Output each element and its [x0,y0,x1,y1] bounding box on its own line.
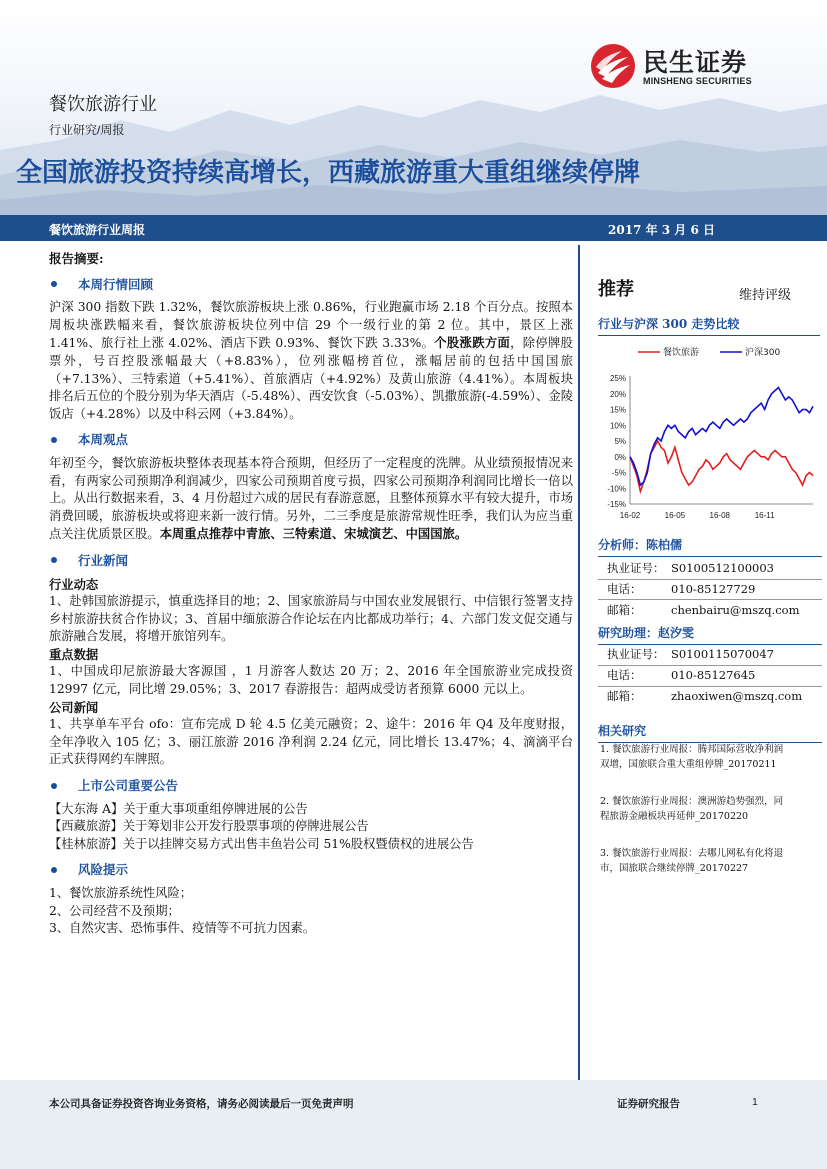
bullet-icon [51,557,57,563]
analyst-heading: 分析师：陈柏儒 [598,536,822,557]
list-item: 【桂林旅游】关于以挂牌交易方式出售丰鱼岩公司 51%股权暨债权的进展公告 [49,836,474,851]
sidebar [598,275,820,336]
assistant-email: 邮箱： zhaoxiwen@mszq.com [607,689,803,703]
related-item: 3. 餐饮旅游行业周报：去哪儿网私有化将退市，国旅联合继续停牌_20170227 [600,848,784,874]
main-column [49,250,573,938]
industry-name: 餐饮旅游行业 [49,94,157,114]
related-heading: 相关研究 [598,722,822,743]
rating: 维持评级 [739,287,792,302]
column-divider [578,245,580,1080]
list-item: 3、自然灾害、恐怖事件、疫情等不可抗力因素。 [49,921,316,936]
y-tick-label: 0% [614,452,626,462]
y-tick-label: 10% [609,421,626,431]
report-type: 行业研究/周报 [49,123,125,137]
minsheng-logo-icon [590,43,636,89]
list-item: 2、公司经营不及预期； [49,903,180,918]
trend-chart [598,338,823,528]
subheading: 公司新闻 [49,699,99,715]
y-tick-label: -15% [607,500,626,509]
x-tick-label: 16-05 [664,511,686,520]
paragraph: 1、中国成印尼旅游最大客源国 ，1 月游客人数达 20 万；2、2016 年全国旅游业完成投资 12997 亿元，同比增 29.05%；3、2017 春游报告：超两成受访者预算 6000 元以上。 [49,664,573,697]
analyst-email: 邮箱： chenbairu@mszq.com [607,603,800,617]
paragraph: 年初至今，餐饮旅游板块整体表现基本符合预期，但经历了一定程度的洗牌。从业绩预报情况来看，有两家公司预期净利润减少，四家公司预期首度亏损，四家公司预期净利润同比增长一倍以上。从出行数据来看，3、4 月份超过六成的居民有春游意愿，且整体预算水平有较大提升，市场消费回暖，旅游板块或将迎来新一波行情。另外，二三季度是旅游常规性旺季，我们认为应当重点关注优质景区股。本周重点推荐中青旅、三特索道、宋城演艺、中国国旅。 [49,455,573,542]
subheading: 重点数据 [49,646,99,662]
report-category: 证券研究报告 [617,1098,680,1110]
divider [598,579,822,580]
report-date: 2017 年 3 月 6 日 [608,223,715,237]
series-line [630,388,813,486]
logo-text-en: MINSHENG SECURITIES [643,76,752,86]
related-item: 2. 餐饮旅游行业周报：澳洲游趋势强烈，同程旅游金融板块再延伸_20170220 [600,796,784,822]
divider [598,599,822,600]
page-number: 1 [752,1096,758,1108]
bullet-icon [51,437,57,443]
abstract-label: 报告摘要: [49,251,104,266]
y-tick-label: -10% [607,484,626,494]
bullet-icon [51,783,57,789]
y-tick-label: 15% [609,405,626,415]
list-item: 【大东海 A】关于重大事项重组停牌进展的公告 [49,801,308,816]
paragraph: 1、赴韩国旅游提示，慎重选择目的地；2、国家旅游局与中国农业发展银行、中信银行签署支持乡村旅游扶贫合作协议；3、首届中缅旅游合作论坛在内比都成功举行；4、六部门发文促交通与旅游融合发展，将增开旅馆列车。 [49,594,573,644]
x-tick-label: 16-11 [754,511,775,520]
divider [598,665,822,666]
y-tick-label: 25% [609,374,626,383]
footer [0,1080,827,1169]
section-heading: 本周观点 [49,431,573,449]
bullet-icon [51,867,57,873]
assistant-heading: 研究助理：赵汐雯 [598,624,822,645]
y-tick-label: -5% [611,468,626,478]
analyst-cert: 执业证号： S0100512100003 [607,561,774,575]
paragraph: 1、共享单车平台 ofo：宣布完成 D 轮 4.5 亿美元融资；2、途牛：2016 年 Q4 及年度财报，全年净收入 105 亿；3、丽江旅游 2016 净利润 2.24 亿元，同比增长 13.47%；4、滴滴平台正式获得网约车牌照。 [49,717,573,767]
disclaimer: 本公司具备证券投资咨询业务资格，请务必阅读最后一页免责声明 [49,1098,354,1110]
y-tick-label: 20% [609,389,626,399]
bullet-icon [51,281,57,287]
legend-label: 沪深300 [745,348,781,358]
analyst-phone: 电话： 010-85127729 [607,582,756,596]
section-heading: 本周行情回顾 [49,276,573,294]
section-heading: 上市公司重要公告 [49,777,573,795]
report-title: 全国旅游投资持续高增长，西藏旅游重大重组继续停牌 [16,157,641,187]
list-item: 【西藏旅游】关于筹划非公开发行股票事项的停牌进展公告 [49,819,369,834]
section-heading: 行业新闻 [49,552,573,570]
section-heading: 风险提示 [49,861,573,879]
x-tick-label: 16-02 [619,511,641,520]
chart-heading: 行业与沪深 300 走势比较 [598,315,820,336]
series-line [630,441,813,491]
assistant-cert: 执业证号： S0100115070047 [607,647,774,661]
paragraph: 沪深 300 指数下跌 1.32%，餐饮旅游板块上涨 0.86%，行业跑赢市场 2.18 个百分点。按照本周板块涨跌幅来看，餐饮旅游板块位列中信 29 个一级行业的第 2 位。其中，景区上涨 1.41%、旅行社上涨 4.02%、酒店下跌 0.93%、餐饮下跌 3.33%。个股涨跌方面，除停牌股票外，号百控股涨幅最大（+8.83%），位列涨幅榜首位，涨幅居前的包括中国国旅（+7.13%）、三特索道（+5.41%）、首旅酒店（+4.92%）及黄山旅游（4.41%）。本周板块排名后五位的个股分别为华天酒店（-5.48%）、西安饮食（-5.03%）、凯撒旅游(-4.59%）、金陵饭店（+4.28%）以及中科云网（+3.84%）。 [49,300,573,421]
y-tick-label: 5% [614,437,626,446]
x-tick-label: 16-08 [709,511,731,520]
related-item: 1. 餐饮旅游行业周报：腾邦国际营收净利润双增，国旅联合重大重组停牌_20170211 [600,744,784,770]
list-item: 1、餐饮旅游系统性风险； [49,886,193,900]
recommendation: 推荐 [598,279,634,299]
report-series: 餐饮旅游行业周报 [49,223,146,237]
logo-text-cn: 民生证券 [643,49,748,77]
legend-label: 餐饮旅游 [663,348,700,358]
subheading: 行业动态 [49,576,99,592]
divider [598,686,822,687]
assistant-phone: 电话： 010-85127645 [607,668,756,682]
